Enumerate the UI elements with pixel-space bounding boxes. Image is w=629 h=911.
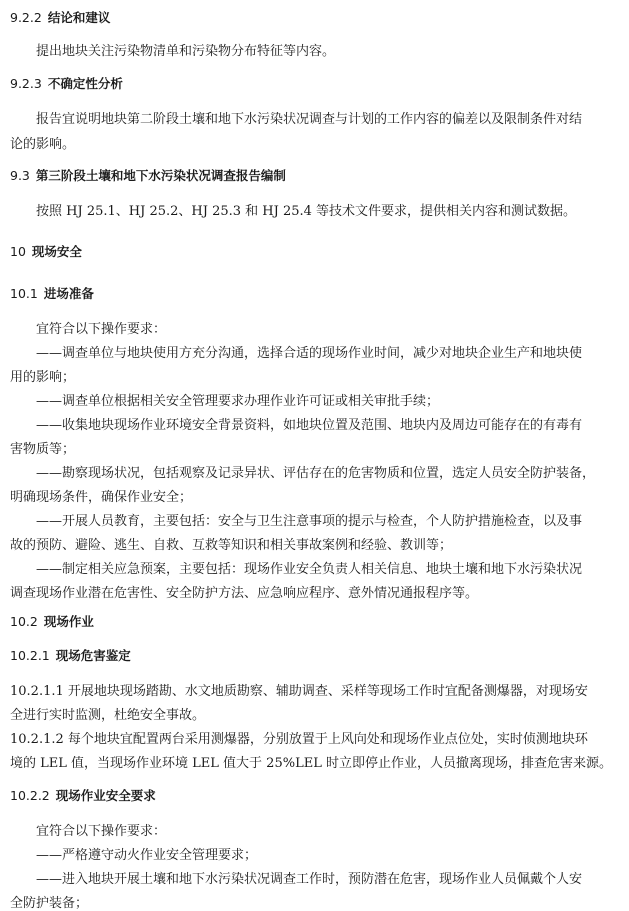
paragraph-line: 调查现场作业潜在危害性、安全防护方法、应急响应程序、意外情况通报程序等。 [10, 586, 479, 601]
paragraph-line: 按照 HJ 25.1、HJ 25.2、HJ 25.3 和 HJ 25.4 等技术文件要求，提供相关内容和测试数据。 [36, 204, 577, 219]
paragraph-line: 用的影响； [10, 370, 76, 385]
paragraph-line: 10.2.1.1 开展地块现场踏勘、水文地质勘察、辅助调查、采样等现场工作时宜配备测爆器，对现场安 [10, 684, 588, 699]
list-item: ——进入地块开展土壤和地下水污染状况调查工作时，预防潜在危害，现场作业人员佩戴个人安 [36, 872, 583, 887]
heading-10-2-1: 10.2.1 现场危害鉴定 [10, 648, 131, 663]
list-item: ——严格遵守动火作业安全管理要求； [36, 848, 258, 863]
heading-10-2: 10.2 现场作业 [10, 614, 94, 629]
paragraph-line: 10.2.1.2 每个地块宜配置两台采用测爆器，分别放置于上风向处和现场作业点位处，实时侦测地块环 [10, 732, 588, 747]
list-item: ——开展人员教育，主要包括：安全与卫生注意事项的提示与检查，个人防护措施检查，以及事 [36, 514, 583, 529]
paragraph-line: 报告宜说明地块第二阶段土壤和地下水污染状况调查与计划的工作内容的偏差以及限制条件对结 [36, 112, 583, 127]
paragraph-line: 境的 LEL 值，当现场作业环境 LEL 值大于 25%LEL 时立即停止作业，人员撤离现场，排查危害来源。 [10, 756, 612, 771]
heading-10-1: 10.1 进场准备 [10, 286, 94, 301]
list-item: ——调查单位与地块使用方充分沟通，选择合适的现场作业时间，减少对地块企业生产和地块使 [36, 346, 583, 361]
list-item: ——勘察现场状况，包括观察及记录异状、评估存在的危害物质和位置，选定人员安全防护装备， [36, 466, 596, 481]
heading-10: 10 现场安全 [10, 244, 82, 259]
paragraph-line: 全防护装备； [10, 896, 89, 911]
paragraph-line: 全进行实时监测，杜绝安全事故。 [10, 708, 206, 723]
heading-9-3: 9.3 第三阶段土壤和地下水污染状况调查报告编制 [10, 168, 286, 183]
paragraph-line: 故的预防、避险、逃生、自救、互救等知识和相关事故案例和经验、教训等； [10, 538, 453, 553]
heading-9-2-2: 9.2.2 结论和建议 [10, 10, 111, 25]
list-item: ——调查单位根据相关安全管理要求办理作业许可证或相关审批手续； [36, 394, 440, 409]
paragraph-line: 提出地块关注污染物清单和污染物分布特征等内容。 [36, 44, 336, 59]
paragraph-line: 明确现场条件，确保作业安全； [10, 490, 193, 505]
heading-10-2-2: 10.2.2 现场作业安全要求 [10, 788, 156, 803]
list-item: ——收集地块现场作业环境安全背景资料，如地块位置及范围、地块内及周边可能存在的有毒有 [36, 418, 583, 433]
list-item: ——制定相关应急预案，主要包括：现场作业安全负责人相关信息、地块土壤和地下水污染状况 [36, 562, 583, 577]
paragraph-line: 论的影响。 [10, 137, 76, 152]
paragraph-line: 害物质等； [10, 442, 76, 457]
heading-9-2-3: 9.2.3 不确定性分析 [10, 76, 123, 91]
paragraph-line: 宜符合以下操作要求： [36, 322, 167, 337]
paragraph-line: 宜符合以下操作要求： [36, 824, 167, 839]
